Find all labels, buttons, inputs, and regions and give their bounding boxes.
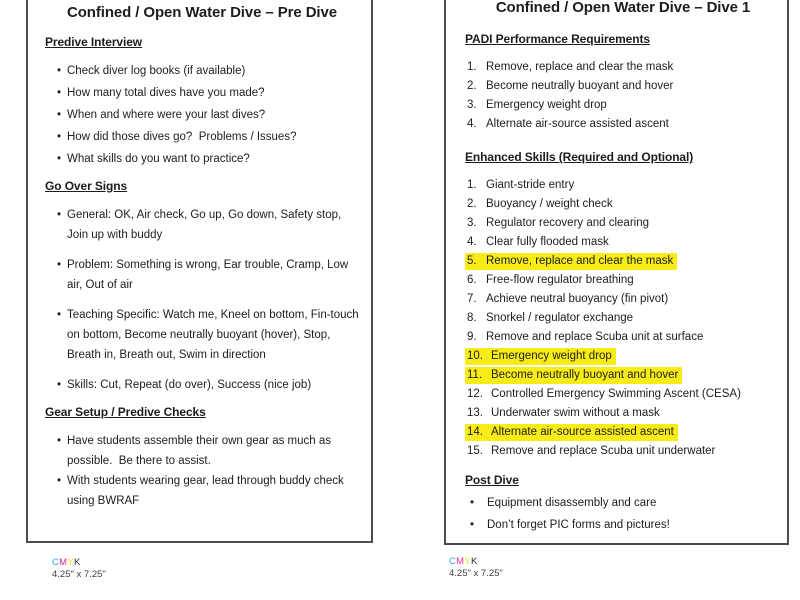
- numbered-item: [467, 442, 781, 461]
- item-band: [465, 443, 719, 460]
- predive-interview-list: [45, 61, 359, 169]
- post-dive-list: [465, 493, 781, 535]
- item-band: [465, 234, 613, 251]
- list-item-text: How did those dives go? Problems / Issues?: [67, 131, 297, 143]
- list-item-text: When and where were your last dives?: [67, 109, 266, 121]
- list-item-text: General: OK, Air check, Go up, Go down, Safety stop, Join up with buddy: [67, 209, 342, 241]
- item-band: [465, 59, 677, 76]
- item-number: 7.: [467, 293, 477, 305]
- item-text: Giant-stride entry: [486, 179, 575, 191]
- section-heading-go-over-signs: Go Over Signs: [45, 179, 128, 193]
- numbered-item: [467, 58, 781, 77]
- card-title-dive-1: Confined / Open Water Dive – Dive 1: [495, 0, 751, 16]
- list-item: [57, 471, 359, 511]
- list-item: [470, 515, 781, 535]
- item-band: [465, 291, 672, 308]
- item-number: 14.: [467, 426, 483, 438]
- list-item-text: Have students assemble their own gear as much as possible. Be there to assist.: [67, 435, 331, 467]
- item-band: [465, 97, 611, 114]
- numbered-item: [467, 290, 781, 309]
- section-heading-padi-requirements: PADI Performance Requirements: [465, 32, 650, 46]
- list-item-text: Skills: Cut, Repeat (do over), Success (nice job): [67, 379, 312, 391]
- list-item-text: Don’t forget PIC forms and pictures!: [487, 519, 670, 531]
- list-item: [57, 105, 359, 125]
- list-item-text: Problem: Something is wrong, Ear trouble, Cramp, Low air, Out of air: [67, 259, 349, 291]
- item-number: 2.: [467, 80, 477, 92]
- list-item: [57, 431, 359, 471]
- enhanced-skills-list: [465, 176, 781, 461]
- item-band: [465, 196, 617, 213]
- numbered-item: [467, 385, 781, 404]
- bullet-icon: •: [57, 87, 62, 99]
- bullet-icon: •: [57, 65, 62, 77]
- cmyk-y: Y: [67, 557, 75, 568]
- item-number: 1.: [467, 61, 477, 73]
- item-number: 4.: [467, 236, 477, 248]
- numbered-item: [467, 347, 781, 366]
- list-item: [57, 305, 359, 365]
- list-item: [57, 255, 359, 295]
- item-text: Remove and replace Scuba unit at surface: [486, 331, 704, 343]
- item-number: 1.: [467, 179, 477, 191]
- list-item: [57, 375, 359, 395]
- section-heading-enhanced-skills: Enhanced Skills (Required and Optional): [465, 150, 694, 164]
- numbered-item: [467, 96, 781, 115]
- item-text: Underwater swim without a mask: [491, 407, 660, 419]
- item-text: Achieve neutral buoyancy (fin pivot): [486, 293, 669, 305]
- item-number: 9.: [467, 331, 477, 343]
- list-item: [470, 493, 781, 513]
- gear-setup-list: [45, 431, 359, 511]
- bullet-icon: •: [57, 435, 62, 447]
- print-footer-right: [449, 556, 503, 579]
- item-text: Clear fully flooded mask: [486, 236, 609, 248]
- numbered-item: [467, 404, 781, 423]
- item-number: 10.: [467, 350, 483, 362]
- item-text: Remove, replace and clear the mask: [486, 61, 674, 73]
- item-text: Alternate air-source assisted ascent: [491, 426, 674, 438]
- numbered-item: [467, 214, 781, 233]
- item-number: 6.: [467, 274, 477, 286]
- item-number: 2.: [467, 198, 477, 210]
- item-number: 4.: [467, 118, 477, 130]
- item-number: 3.: [467, 217, 477, 229]
- list-item-text: With students wearing gear, lead through buddy check using BWRAF: [67, 475, 344, 507]
- list-item: [57, 205, 359, 245]
- item-band: [465, 424, 678, 441]
- list-item: [57, 61, 359, 81]
- list-item-text: Equipment disassembly and care: [487, 497, 657, 509]
- item-text: Buoyancy / weight check: [486, 198, 613, 210]
- item-text: Remove, replace and clear the mask: [486, 255, 674, 267]
- list-item: [57, 83, 359, 103]
- item-band: [465, 348, 616, 365]
- bullet-icon: •: [470, 497, 475, 509]
- cmyk-m: M: [59, 557, 68, 568]
- bullet-icon: •: [57, 475, 62, 487]
- item-number: 8.: [467, 312, 477, 324]
- bullet-icon: •: [57, 153, 62, 165]
- list-item: [57, 127, 359, 147]
- item-band: [465, 310, 637, 327]
- numbered-item: [467, 77, 781, 96]
- section-heading-post-dive: Post Dive: [465, 473, 519, 487]
- cmyk-label: [449, 556, 503, 567]
- numbered-item: [467, 252, 781, 271]
- list-item: [57, 149, 359, 169]
- item-text: Emergency weight drop: [491, 350, 612, 362]
- item-number: 5.: [467, 255, 477, 267]
- numbered-item: [467, 271, 781, 290]
- list-item-text: Teaching Specific: Watch me, Kneel on bottom, Fin-touch on bottom, Become neutrally buoyant (hover), Stop, Breath in, Breath out, Swim in direction: [67, 309, 359, 361]
- dimensions-label: 4.25" x 7.25": [52, 569, 106, 580]
- item-text: Snorkel / regulator exchange: [486, 312, 634, 324]
- cmyk-c: C: [52, 557, 60, 568]
- numbered-item: [467, 176, 781, 195]
- bullet-icon: •: [57, 379, 62, 391]
- item-band: [465, 386, 745, 403]
- item-text: Regulator recovery and clearing: [486, 217, 650, 229]
- section-heading-gear-setup: Gear Setup / Predive Checks: [45, 405, 206, 419]
- item-number: 3.: [467, 99, 477, 111]
- item-band: [465, 177, 578, 194]
- item-text: Emergency weight drop: [486, 99, 607, 111]
- bullet-icon: •: [470, 519, 475, 531]
- section-heading-predive-interview: Predive Interview: [45, 35, 143, 49]
- list-item-text: Check diver log books (if available): [67, 65, 246, 77]
- bullet-icon: •: [57, 109, 62, 121]
- pre-dive-card: [26, 0, 373, 543]
- item-number: 12.: [467, 388, 483, 400]
- numbered-item: [467, 309, 781, 328]
- dimensions-label: 4.25" x 7.25": [449, 568, 503, 579]
- item-text: Become neutrally buoyant and hover: [486, 80, 674, 92]
- numbered-item: [467, 423, 781, 442]
- item-text: Free-flow regulator breathing: [486, 274, 634, 286]
- bullet-icon: •: [57, 309, 62, 321]
- list-item-text: How many total dives have you made?: [67, 87, 265, 99]
- item-number: 15.: [467, 445, 483, 457]
- list-item-text: What skills do you want to practice?: [67, 153, 250, 165]
- item-band: [465, 272, 638, 289]
- item-number: 11.: [467, 369, 483, 381]
- item-band: [465, 329, 707, 346]
- item-band: [465, 116, 673, 133]
- cmyk-y: Y: [464, 556, 472, 567]
- card-title-pre-dive: Confined / Open Water Dive – Pre Dive: [67, 4, 337, 21]
- dive-1-card: [444, 0, 789, 545]
- cmyk-m: M: [456, 556, 465, 567]
- item-text: Alternate air-source assisted ascent: [486, 118, 669, 130]
- item-band: [465, 405, 664, 422]
- item-band: [465, 215, 653, 232]
- cmyk-label: [52, 557, 106, 568]
- numbered-item: [467, 115, 781, 134]
- bullet-icon: •: [57, 259, 62, 271]
- bullet-icon: •: [57, 209, 62, 221]
- item-number: 13.: [467, 407, 483, 419]
- item-text: Become neutrally buoyant and hover: [491, 369, 679, 381]
- bullet-icon: •: [57, 131, 62, 143]
- item-text: Controlled Emergency Swimming Ascent (CESA): [491, 388, 741, 400]
- item-band: [465, 78, 677, 95]
- cmyk-c: C: [449, 556, 457, 567]
- print-footer-left: [52, 557, 106, 580]
- numbered-item: [467, 328, 781, 347]
- item-band: [465, 253, 677, 270]
- go-over-signs-list: [45, 205, 359, 395]
- item-text: Remove and replace Scuba unit underwater: [491, 445, 716, 457]
- numbered-item: [467, 233, 781, 252]
- cmyk-k: K: [74, 557, 81, 568]
- numbered-item: [467, 366, 781, 385]
- numbered-item: [467, 195, 781, 214]
- item-band: [465, 367, 682, 384]
- padi-requirements-list: [465, 58, 781, 134]
- cmyk-k: K: [471, 556, 478, 567]
